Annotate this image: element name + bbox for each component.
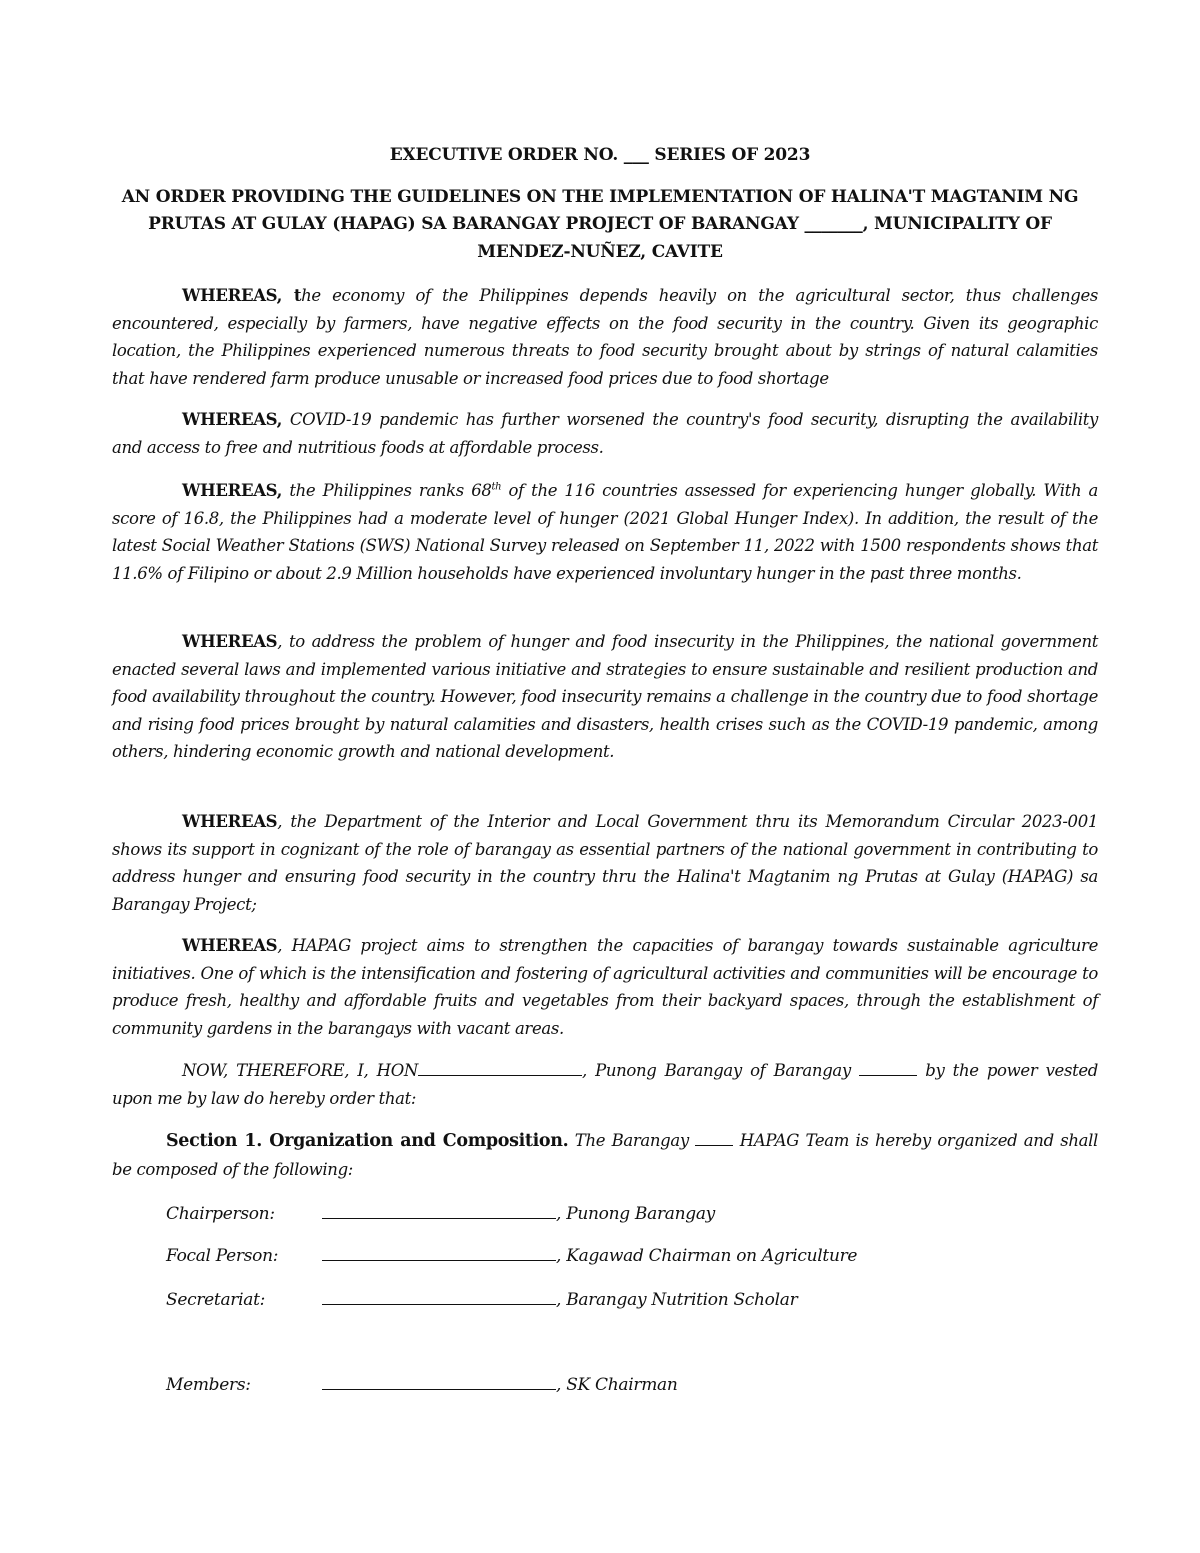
composition-role: , SK Chairman xyxy=(556,1375,678,1395)
whereas-paragraph-6 xyxy=(112,932,1098,1042)
whereas-paragraph-2 xyxy=(112,406,1098,461)
composition-row-members xyxy=(166,1373,678,1395)
whereas-text: , the Department of the Interior and Local Government thru its Memorandum Circular 2023-001 shows its support in cognizant of the role of barangay as essential partners of the national government in contributing to address hunger and ensuring food security in the country thru the Halina't Magtanim ng Prutas at Gulay (HAPAG) sa Barangay Project; xyxy=(112,812,1098,914)
section-1-text-2: HAPAG Team is hereby organized and shall be composed of the following: xyxy=(112,1131,1098,1179)
composition-label: Chairperson: xyxy=(166,1204,275,1224)
now-therefore-text: NOW, THEREFORE, I, HON xyxy=(182,1061,418,1080)
whereas-label: WHEREAS, xyxy=(182,410,283,429)
whereas-text: COVID-19 pandemic has further worsened the country's food security, disrupting the availability and access to free and nutritious foods at affordable process. xyxy=(112,410,1098,457)
whereas-text: the Philippines ranks 68 xyxy=(282,481,492,500)
composition-label: Members: xyxy=(166,1375,251,1395)
whereas-paragraph-4 xyxy=(112,628,1098,766)
name-blank xyxy=(322,1288,556,1305)
whereas-text-cont: of the 116 countries assessed for experiencing hunger globally. With a score of 16.8, the Philippines had a moderate level of hunger (2021 Global Hunger Index). In addition, the result of the latest Social Weather Stations (SWS) National Survey released on September 11, 2022 with 1500 respondents shows that 11.6% of Filipino or about 2.9 Million households have experienced involuntary hunger in the past three months. xyxy=(112,481,1098,583)
whereas-label: WHEREAS xyxy=(182,632,278,651)
now-therefore-paragraph xyxy=(112,1057,1098,1112)
composition-role: , Punong Barangay xyxy=(556,1204,715,1224)
composition-row-focal-person xyxy=(166,1244,857,1266)
name-blank xyxy=(322,1202,556,1219)
whereas-text: , HAPAG project aims to strengthen the capacities of barangay towards sustainable agriculture initiatives. One of which is the intensification and fostering of agricultural activities and communities will be encourage to produce fresh, healthy and affordable fruits and vegetables from their backyard spaces, through the establishment of community gardens in the barangays with vacant areas. xyxy=(112,936,1098,1038)
whereas-label: WHEREAS xyxy=(182,936,278,955)
composition-label: Secretariat: xyxy=(166,1290,266,1310)
composition-role: , Barangay Nutrition Scholar xyxy=(556,1290,798,1310)
ordinal-suffix: th xyxy=(491,481,502,493)
whereas-text: , to address the problem of hunger and food insecurity in the Philippines, the national government enacted several laws and implemented various initiative and strategies to ensure sustainable and resilient production and food availability throughout the country. However, food insecurity remains a challenge in the country due to food shortage and rising food prices brought by natural calamities and disasters, health crises such as the COVID-19 pandemic, among others, hindering economic growth and national development. xyxy=(112,632,1098,761)
name-blank xyxy=(322,1244,556,1261)
order-subtitle-line-3: MENDEZ-NUÑEZ, CAVITE xyxy=(477,242,723,262)
now-therefore-text-3: by the power vested upon me by law do hereby order that: xyxy=(112,1061,1098,1108)
whereas-text: he economy of the Philippines depends heavily on the agricultural sector, thus challenges encountered, especially by farmers, have negative effects on the food security in the country. Given its geographic location, the Philippines experienced numerous threats to food security brought about by strings of natural calamities that have rendered farm produce unusable or increased food prices due to food shortage xyxy=(112,286,1098,388)
composition-row-chairperson xyxy=(166,1202,715,1224)
executive-order-title: EXECUTIVE ORDER NO. ___ SERIES OF 2023 xyxy=(389,145,811,165)
whereas-paragraph-1 xyxy=(112,282,1098,392)
barangay-blank xyxy=(859,1061,917,1076)
barangay-blank xyxy=(695,1131,733,1146)
composition-row-secretariat xyxy=(166,1288,797,1310)
section-1-text: The Barangay xyxy=(568,1131,696,1150)
whereas-label: WHEREAS, xyxy=(182,481,283,500)
now-therefore-text-2: , Punong Barangay of Barangay xyxy=(581,1061,860,1080)
whereas-label: WHEREAS, t xyxy=(182,286,302,305)
composition-label: Focal Person: xyxy=(166,1246,279,1266)
order-subtitle-line-1: AN ORDER PROVIDING THE GUIDELINES ON THE IMPLEMENTATION OF HALINA'T MAGTANIM NG xyxy=(121,187,1079,207)
composition-role: , Kagawad Chairman on Agriculture xyxy=(556,1246,858,1266)
whereas-label: WHEREAS xyxy=(182,812,278,831)
section-1-paragraph xyxy=(112,1127,1098,1183)
section-1-heading: Section 1. Organization and Composition. xyxy=(166,1131,569,1151)
whereas-paragraph-3 xyxy=(112,477,1098,587)
name-blank xyxy=(418,1061,582,1076)
name-blank xyxy=(322,1373,556,1390)
whereas-paragraph-5 xyxy=(112,808,1098,918)
order-subtitle-line-2: PRUTAS AT GULAY (HAPAG) SA BARANGAY PROJECT OF BARANGAY _______, MUNICIPALITY OF xyxy=(148,214,1052,234)
